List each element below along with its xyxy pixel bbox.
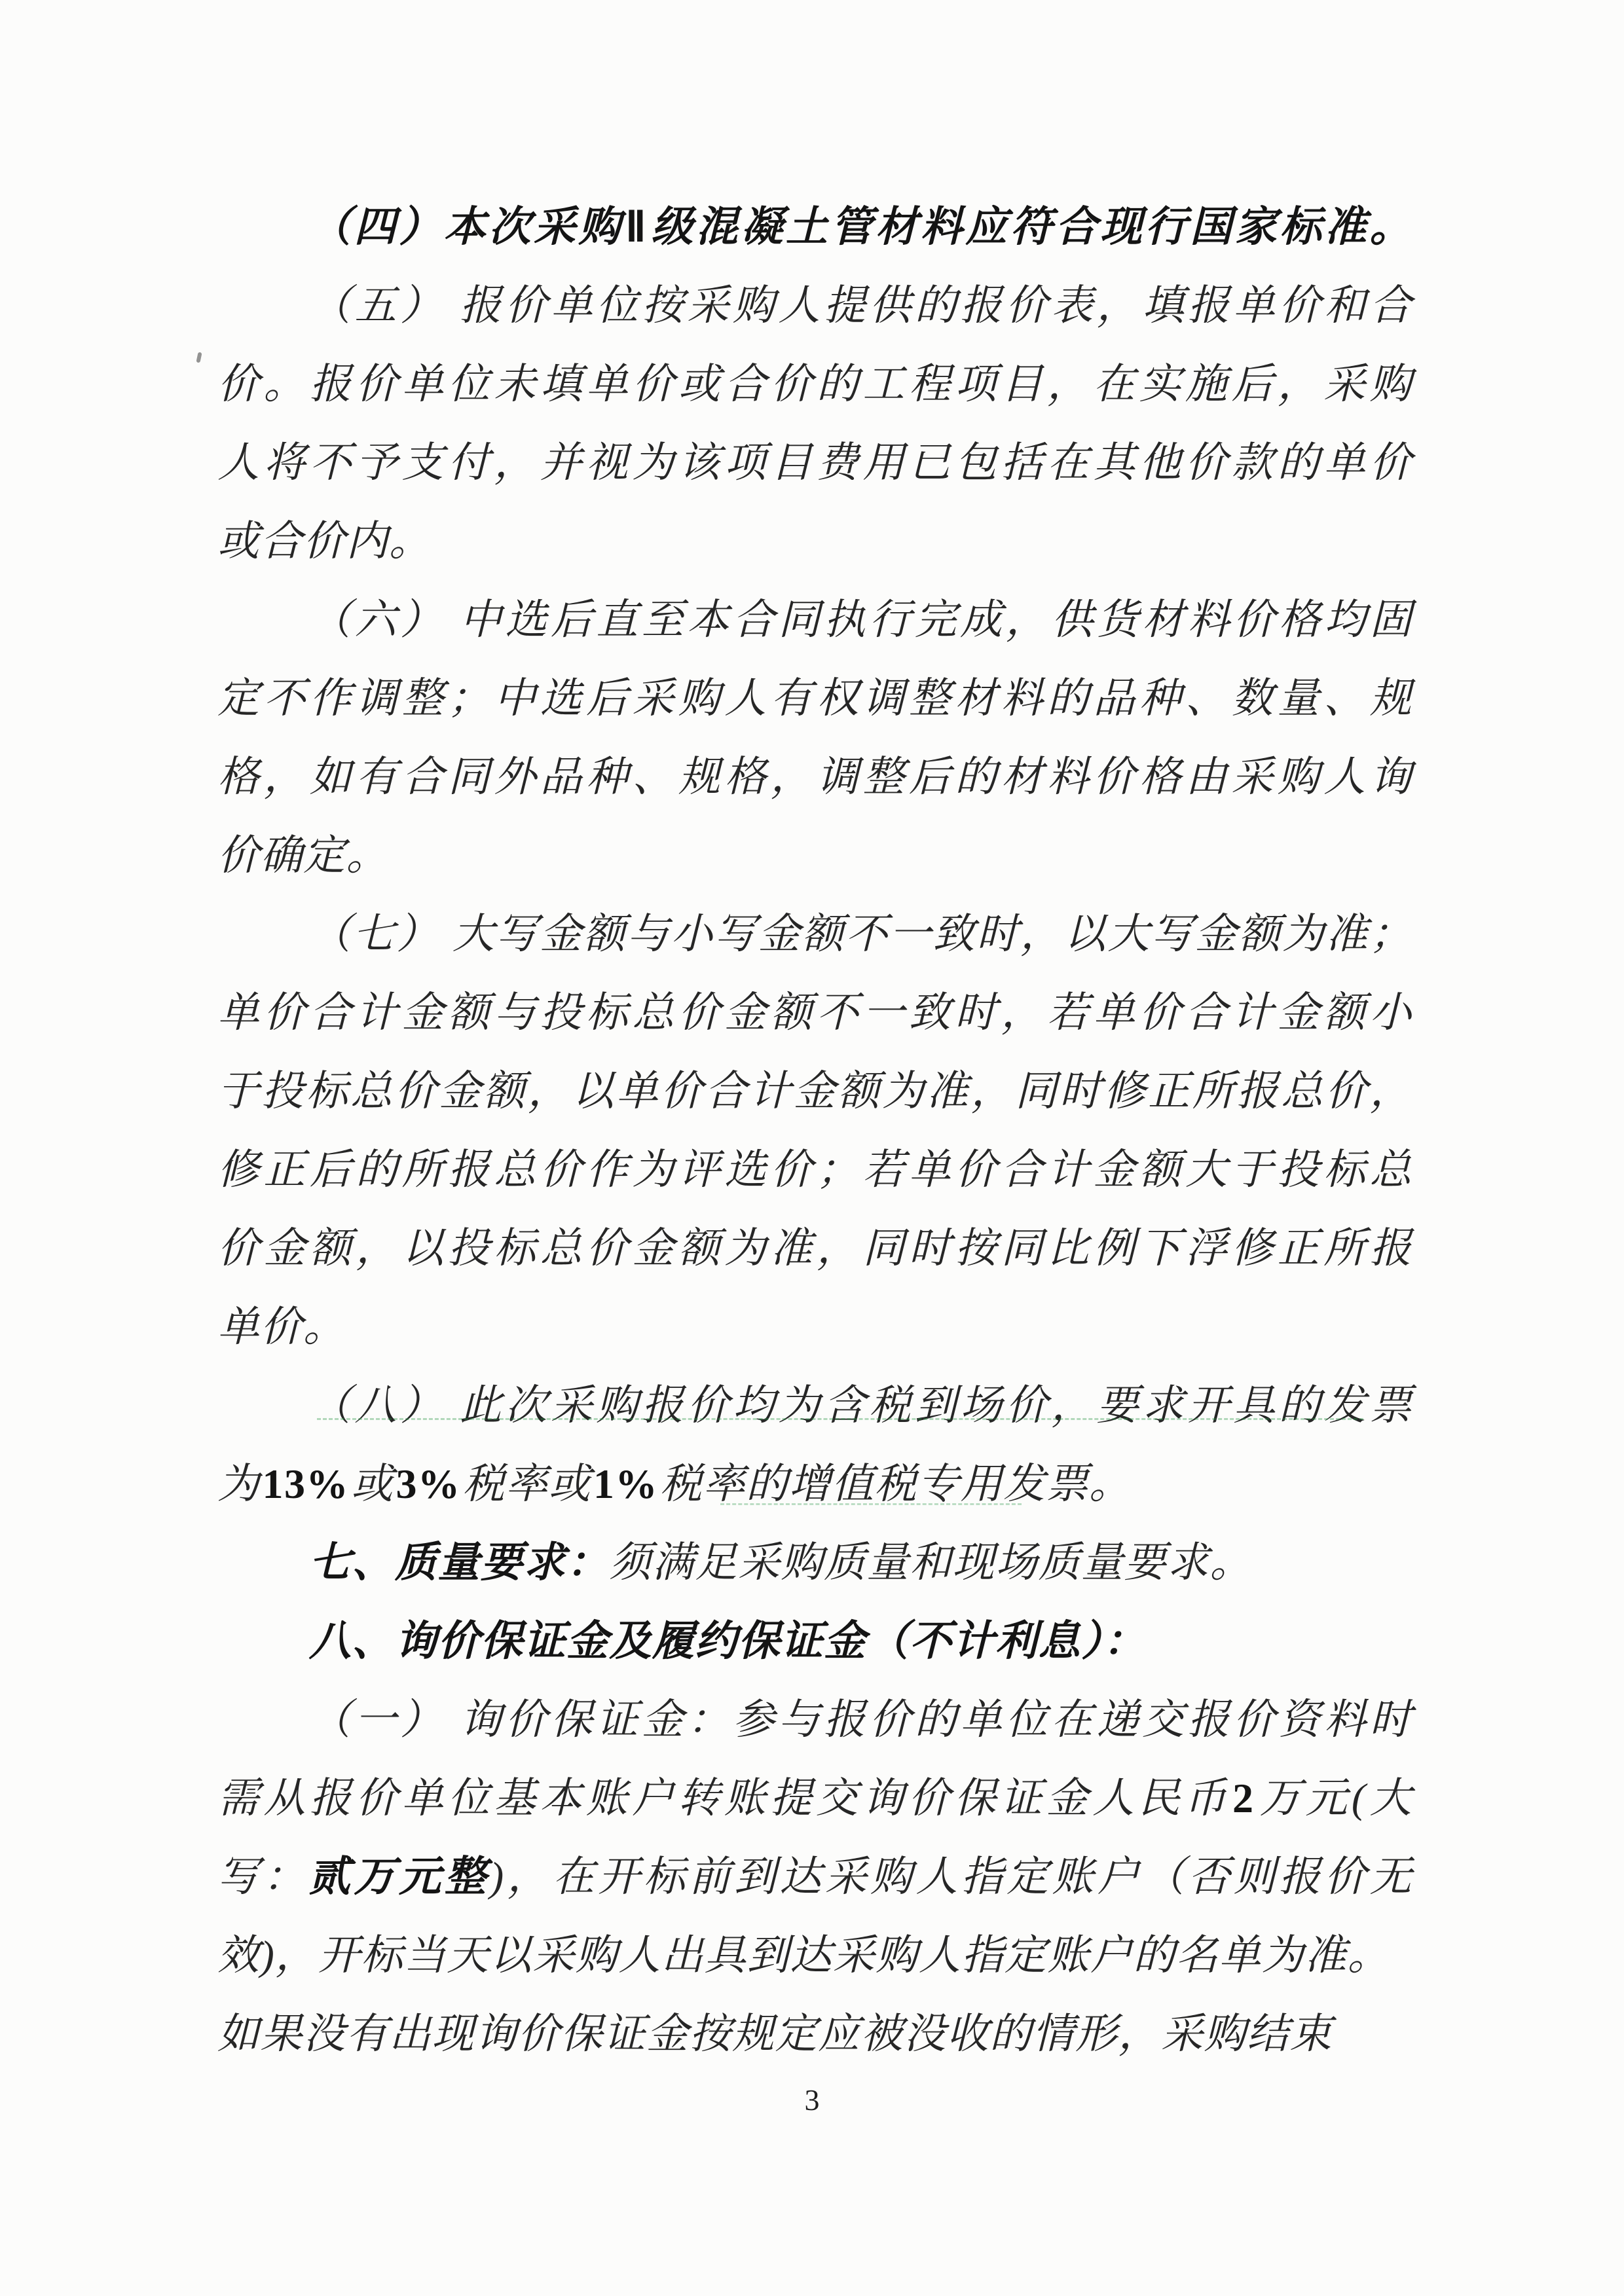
text-segment: 单价。 (217, 1303, 346, 1350)
text-segment: （七） 大写金额与小写金额不一致时，以大写金额为准； (309, 911, 1412, 957)
text-segment: 定不作调整；中选后采购人有权调整材料的品种、数量、规 (217, 675, 1412, 721)
text-line-20 (217, 1681, 1412, 1759)
text-segment: 须满足采购质量和现场质量要求。 (609, 1539, 1253, 1586)
text-segment: 级混凝土管材料应符合现行国家标准。 (651, 204, 1413, 250)
text-line-17 (217, 1445, 1412, 1523)
text-segment: （五） 报价单位按采购人提供的报价表，填报单价和合 (309, 282, 1412, 329)
text-segment: （八） 此次采购报价均为含税到场价，要求开具的发票 (309, 1382, 1412, 1429)
text-segment: 税率的增值税专用发票。 (660, 1461, 1132, 1507)
text-segment: 价。报价单位未填单价或合价的工程项目，在实施后，采购 (217, 361, 1412, 407)
text-line-23 (217, 1916, 1412, 1995)
scan-speck (196, 352, 202, 363)
text-segment: 万元(大 (1256, 1775, 1413, 1821)
text-line-22 (217, 1838, 1412, 1916)
text-line-6 (217, 581, 1412, 659)
text-segment: 或合价内。 (217, 518, 432, 564)
text-line-19 (217, 1602, 1412, 1681)
numeric-text: 13% (262, 1461, 349, 1507)
text-line-8 (217, 738, 1412, 816)
text-segment: （四）本次采购 (309, 204, 624, 250)
text-line-5 (217, 502, 1412, 581)
text-line-24 (217, 1995, 1412, 2073)
text-line-16 (217, 1366, 1412, 1445)
text-segment: 或 (351, 1461, 394, 1507)
text-segment: 于投标总价金额，以单价合计金额为准，同时修正所报总价， (217, 1068, 1412, 1114)
text-segment: 价金额，以投标总价金额为准，同时按同比例下浮修正所报 (217, 1225, 1412, 1271)
text-line-12 (217, 1052, 1412, 1131)
text-line-13 (217, 1131, 1412, 1209)
numeric-text: Ⅱ (625, 204, 650, 250)
text-segment: 七、质量要求： (309, 1539, 610, 1586)
text-segment: 人将不予支付，并视为该项目费用已包括在其他价款的单价 (217, 439, 1412, 486)
text-segment: 格，如有合同外品种、规格，调整后的材料价格由采购人询 (217, 754, 1412, 800)
scan-artifact-green-line (720, 1503, 1022, 1505)
scan-artifact-green-line (317, 1418, 1363, 1420)
text-line-15 (217, 1288, 1412, 1366)
text-line-7 (217, 659, 1412, 738)
text-line-4 (217, 424, 1412, 502)
text-segment: 修正后的所报总价作为评选价；若单价合计金额大于投标总 (217, 1146, 1412, 1193)
text-line-10 (217, 895, 1412, 974)
text-segment: 为 (217, 1461, 261, 1507)
text-segment: 效)，开标当天以采购人出具到达采购人指定账户的名单为准。 (217, 1932, 1391, 1978)
text-line-1 (217, 188, 1412, 266)
text-line-9 (217, 816, 1412, 895)
text-line-21 (217, 1759, 1412, 1838)
text-segment: 价确定。 (217, 832, 389, 879)
text-segment: （一） 询价保证金：参与报价的单位在递交报价资料时 (309, 1696, 1412, 1743)
document-body (217, 188, 1412, 2073)
numeric-text: 3% (396, 1461, 461, 1507)
text-segment: 税率或 (462, 1461, 591, 1507)
numeric-text: 1% (593, 1461, 658, 1507)
text-line-2 (217, 266, 1412, 345)
text-segment: 贰万元整 (308, 1853, 490, 1900)
text-segment: （六） 中选后直至本合同执行完成，供货材料价格均固 (309, 596, 1412, 643)
text-segment: 八、询价保证金及履约保证金（不计利息）： (309, 1618, 1146, 1664)
text-line-18 (217, 1523, 1412, 1602)
numeric-text: 2 (1232, 1775, 1255, 1821)
text-line-14 (217, 1209, 1412, 1288)
text-segment: 写： (217, 1853, 308, 1900)
text-line-11 (217, 974, 1412, 1052)
text-segment: 单价合计金额与投标总价金额不一致时，若单价合计金额小 (217, 989, 1412, 1036)
text-segment: )，在开标前到达采购人指定账户（否则报价无 (489, 1853, 1413, 1900)
text-segment: 如果没有出现询价保证金按规定应被没收的情形，采购结束 (217, 2011, 1333, 2057)
text-segment: 需从报价单位基本账户转账提交询价保证金人民币 (217, 1775, 1230, 1821)
text-line-3 (217, 345, 1412, 424)
page-number: 3 (804, 2083, 820, 2117)
